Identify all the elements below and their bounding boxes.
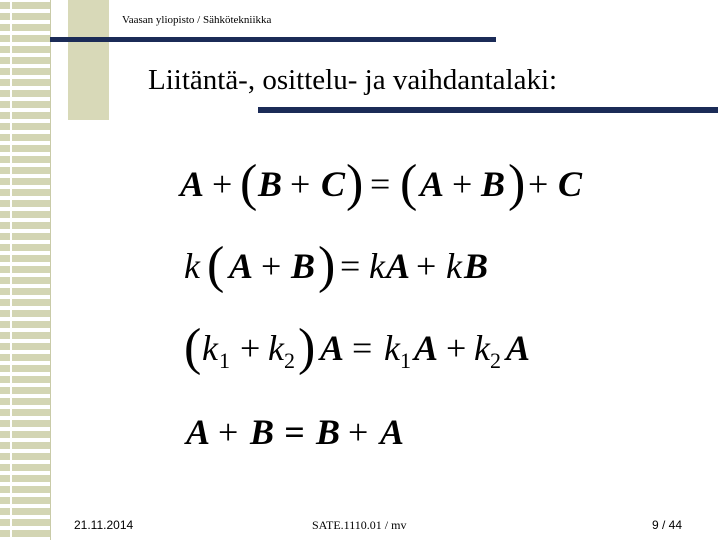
svg-text:k: k (384, 328, 400, 368)
equation-scalar-distributive (184, 237, 488, 294)
organization-label: Vaasan yliopisto / Sähkötekniikka (122, 14, 272, 26)
svg-text:+: + (240, 328, 261, 368)
svg-text:2: 2 (284, 348, 295, 373)
svg-text:): ) (318, 237, 336, 294)
svg-text:C: C (558, 164, 583, 204)
svg-text:+: + (261, 246, 282, 286)
footer-page-number: 9 / 44 (651, 518, 682, 532)
svg-text:=: = (352, 328, 373, 368)
svg-text:A: A (229, 246, 254, 286)
svg-text:+: + (528, 164, 549, 204)
svg-text:+: + (452, 164, 473, 204)
svg-text:k: k (446, 246, 462, 286)
equation-sum-distributive (184, 319, 530, 376)
svg-text:k: k (202, 328, 218, 368)
svg-text:A: A (420, 164, 445, 204)
svg-text:): ) (508, 155, 526, 212)
footer-course-code: SATE.1110.01 / mv (312, 518, 407, 532)
svg-text:=: = (340, 246, 361, 286)
svg-text:k: k (369, 246, 385, 286)
svg-text:(: ( (400, 155, 418, 212)
svg-text:+: + (348, 412, 369, 452)
svg-text:): ) (346, 155, 364, 212)
svg-text:+: + (290, 164, 311, 204)
svg-text:=: = (370, 164, 391, 204)
svg-text:+: + (218, 412, 239, 452)
svg-text:A: A (506, 328, 531, 368)
svg-text:A: A (414, 328, 439, 368)
svg-text:k: k (184, 246, 200, 286)
slide-title: Liitäntä-, osittelu- ja vaihdantalaki: (148, 64, 558, 96)
svg-text:k: k (268, 328, 284, 368)
svg-text:(: ( (240, 155, 258, 212)
svg-text:1: 1 (400, 348, 411, 373)
svg-text:A: A (186, 412, 211, 452)
svg-text:(: ( (207, 237, 225, 294)
svg-text:C: C (321, 164, 346, 204)
svg-text:+: + (416, 246, 437, 286)
svg-text:B: B (481, 164, 506, 204)
svg-text:(: ( (184, 319, 202, 376)
svg-text:+: + (446, 328, 467, 368)
svg-text:=: = (284, 412, 305, 452)
footer-date: 21.11.2014 (74, 518, 134, 532)
svg-text:A: A (380, 412, 405, 452)
equation-commutative (184, 412, 404, 452)
svg-text:2: 2 (490, 348, 501, 373)
svg-text:1: 1 (219, 348, 230, 373)
svg-text:B: B (291, 246, 316, 286)
svg-text:B: B (258, 164, 283, 204)
svg-text:B: B (250, 412, 275, 452)
svg-text:B: B (316, 412, 341, 452)
svg-text:A: A (320, 328, 345, 368)
svg-text:A: A (386, 246, 411, 286)
svg-text:): ) (298, 319, 316, 376)
svg-text:k: k (474, 328, 490, 368)
svg-text:B: B (464, 246, 489, 286)
svg-text:+: + (212, 164, 233, 204)
equation-associative (178, 155, 583, 212)
svg-text:A: A (180, 164, 205, 204)
